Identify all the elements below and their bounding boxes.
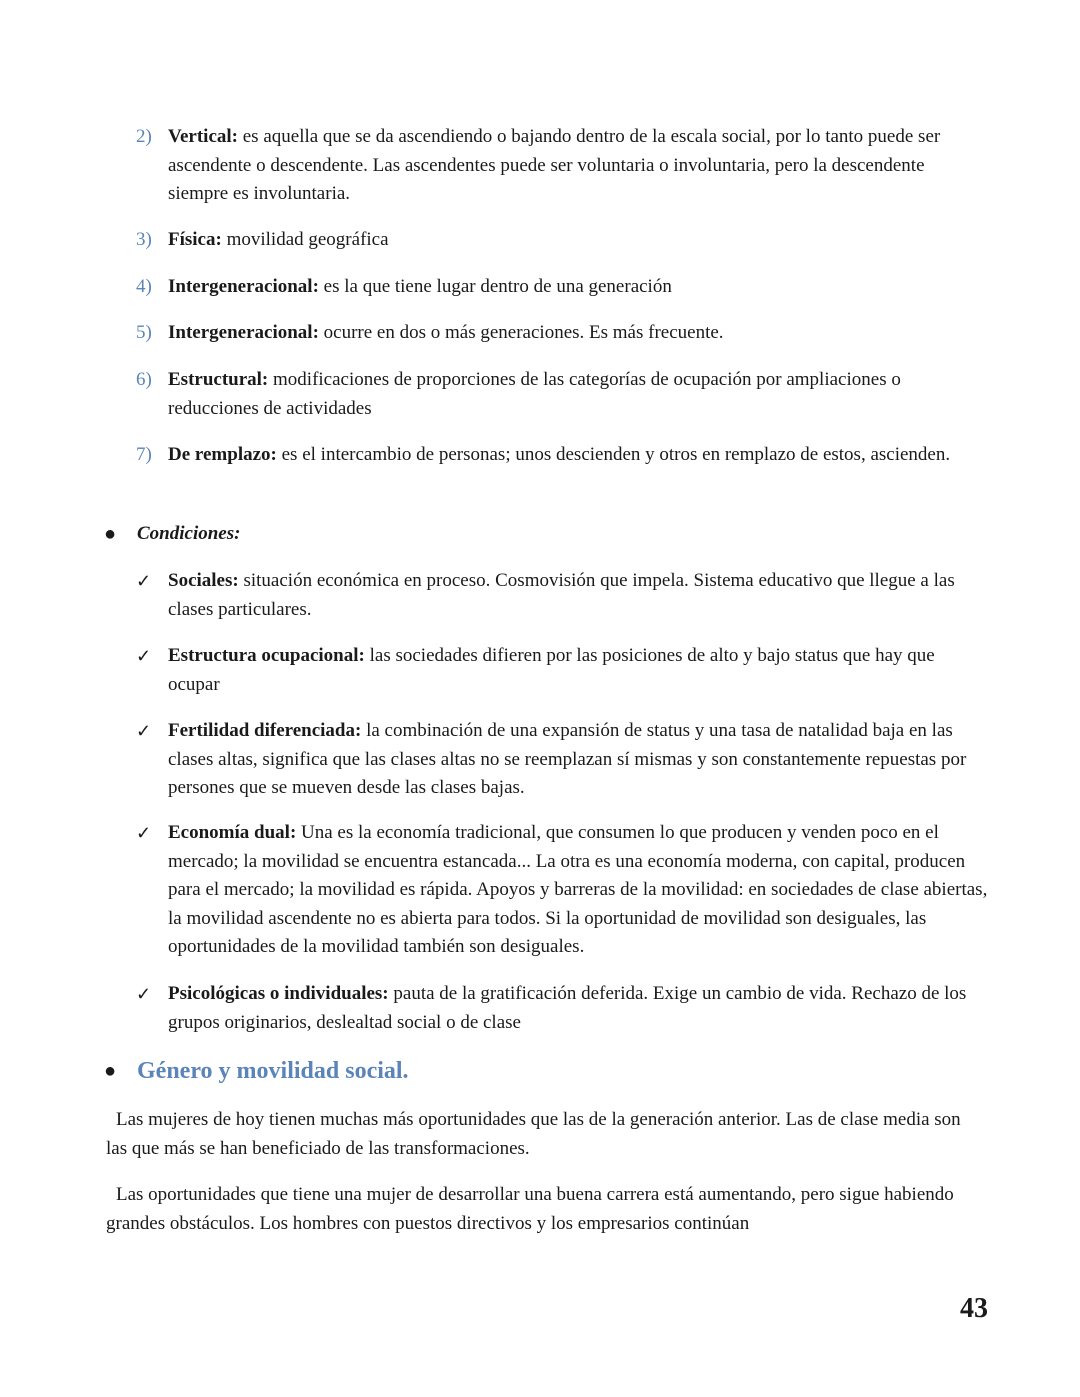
item-number: 2): [136, 126, 152, 147]
bullet-icon: ●: [104, 1060, 117, 1082]
condition-term: Fertilidad diferenciada:: [168, 720, 362, 741]
condition-text: la combinación de una expansión de status y una tasa de natalidad baja en las clases altas, significa que las clases altas no se reemplazan sí mismas y son constantemente repuestas por persones que se mueven desde las clases bajas.: [168, 720, 967, 798]
checkmark-icon: ✓: [136, 721, 152, 741]
item-term: Física:: [168, 229, 222, 250]
condition-term: Economía dual:: [168, 822, 297, 843]
paragraph: Las oportunidades que tiene una mujer de desarrollar una buena carrera está aumentando, pero sigue habiendo grandes obstáculos. Los hombres con puestos directivos y los empresarios continúan: [106, 1184, 954, 1234]
item-text: es el intercambio de personas; unos descienden y otros en remplazo de estos, ascienden.: [276, 444, 951, 465]
condition-text: Una es la economía tradicional, que consumen lo que producen y venden poco en el mercado; la movilidad se encuentra estancada... La otra es una economía moderna, con capital, producen para el mercado; la movilidad es rápida. Apoyos y barreras de la movilidad: en sociedades de clase abiertas, la movilidad ascendente no es abierta para todos. Si la oportunidad de movilidad son desiguales, las oportunidades de la movilidad también son desiguales.: [168, 822, 988, 957]
item-text: es aquella que se da ascendiendo o bajando dentro de la escala social, por lo tanto puede ser ascendente o descendente. Las ascendentes puede ser voluntaria o involuntaria, pero la descendente siempre es involuntaria.: [168, 126, 941, 204]
item-number: 7): [136, 444, 152, 465]
item-term: De remplazo:: [168, 444, 277, 465]
page-number: 43: [960, 1293, 988, 1324]
section-heading: Género y movilidad social.: [137, 1058, 409, 1084]
bullet-icon: ●: [104, 523, 117, 545]
condition-text: situación económica en proceso. Cosmovisión que impela. Sistema educativo que llegue a las clases particulares.: [168, 570, 955, 620]
checkmark-icon: ✓: [136, 646, 152, 666]
condition-term: Estructura ocupacional:: [168, 645, 365, 666]
item-text: es la que tiene lugar dentro de una generación: [318, 276, 672, 297]
conditions-heading: Condiciones:: [137, 523, 241, 544]
checkmark-icon: ✓: [136, 571, 152, 591]
item-number: 3): [136, 229, 152, 250]
item-term: Estructural:: [168, 369, 269, 390]
checkmark-icon: ✓: [136, 823, 152, 843]
item-number: 6): [136, 369, 152, 390]
condition-term: Psicológicas o individuales:: [168, 983, 389, 1004]
condition-term: Sociales:: [168, 570, 239, 591]
condition-text: las sociedades difieren por las posiciones de alto y bajo status que hay que ocupar: [168, 645, 935, 695]
item-number: 5): [136, 322, 152, 343]
item-text: ocurre en dos o más generaciones. Es más frecuente.: [318, 322, 724, 343]
item-term: Intergeneracional:: [168, 322, 319, 343]
item-number: 4): [136, 276, 152, 297]
item-term: Intergeneracional:: [168, 276, 319, 297]
item-text: modificaciones de proporciones de las categorías de ocupación por ampliaciones o reducciones de actividades: [168, 369, 901, 419]
item-term: Vertical:: [168, 126, 238, 147]
paragraph: Las mujeres de hoy tienen muchas más oportunidades que las de la generación anterior. Las de clase media son las que más se han beneficiado de las transformaciones.: [106, 1109, 961, 1159]
item-text: movilidad geográfica: [221, 229, 389, 250]
condition-text: pauta de la gratificación deferida. Exige un cambio de vida. Rechazo de los grupos originarios, deslealtad social o de clase: [168, 983, 967, 1033]
checkmark-icon: ✓: [136, 984, 152, 1004]
